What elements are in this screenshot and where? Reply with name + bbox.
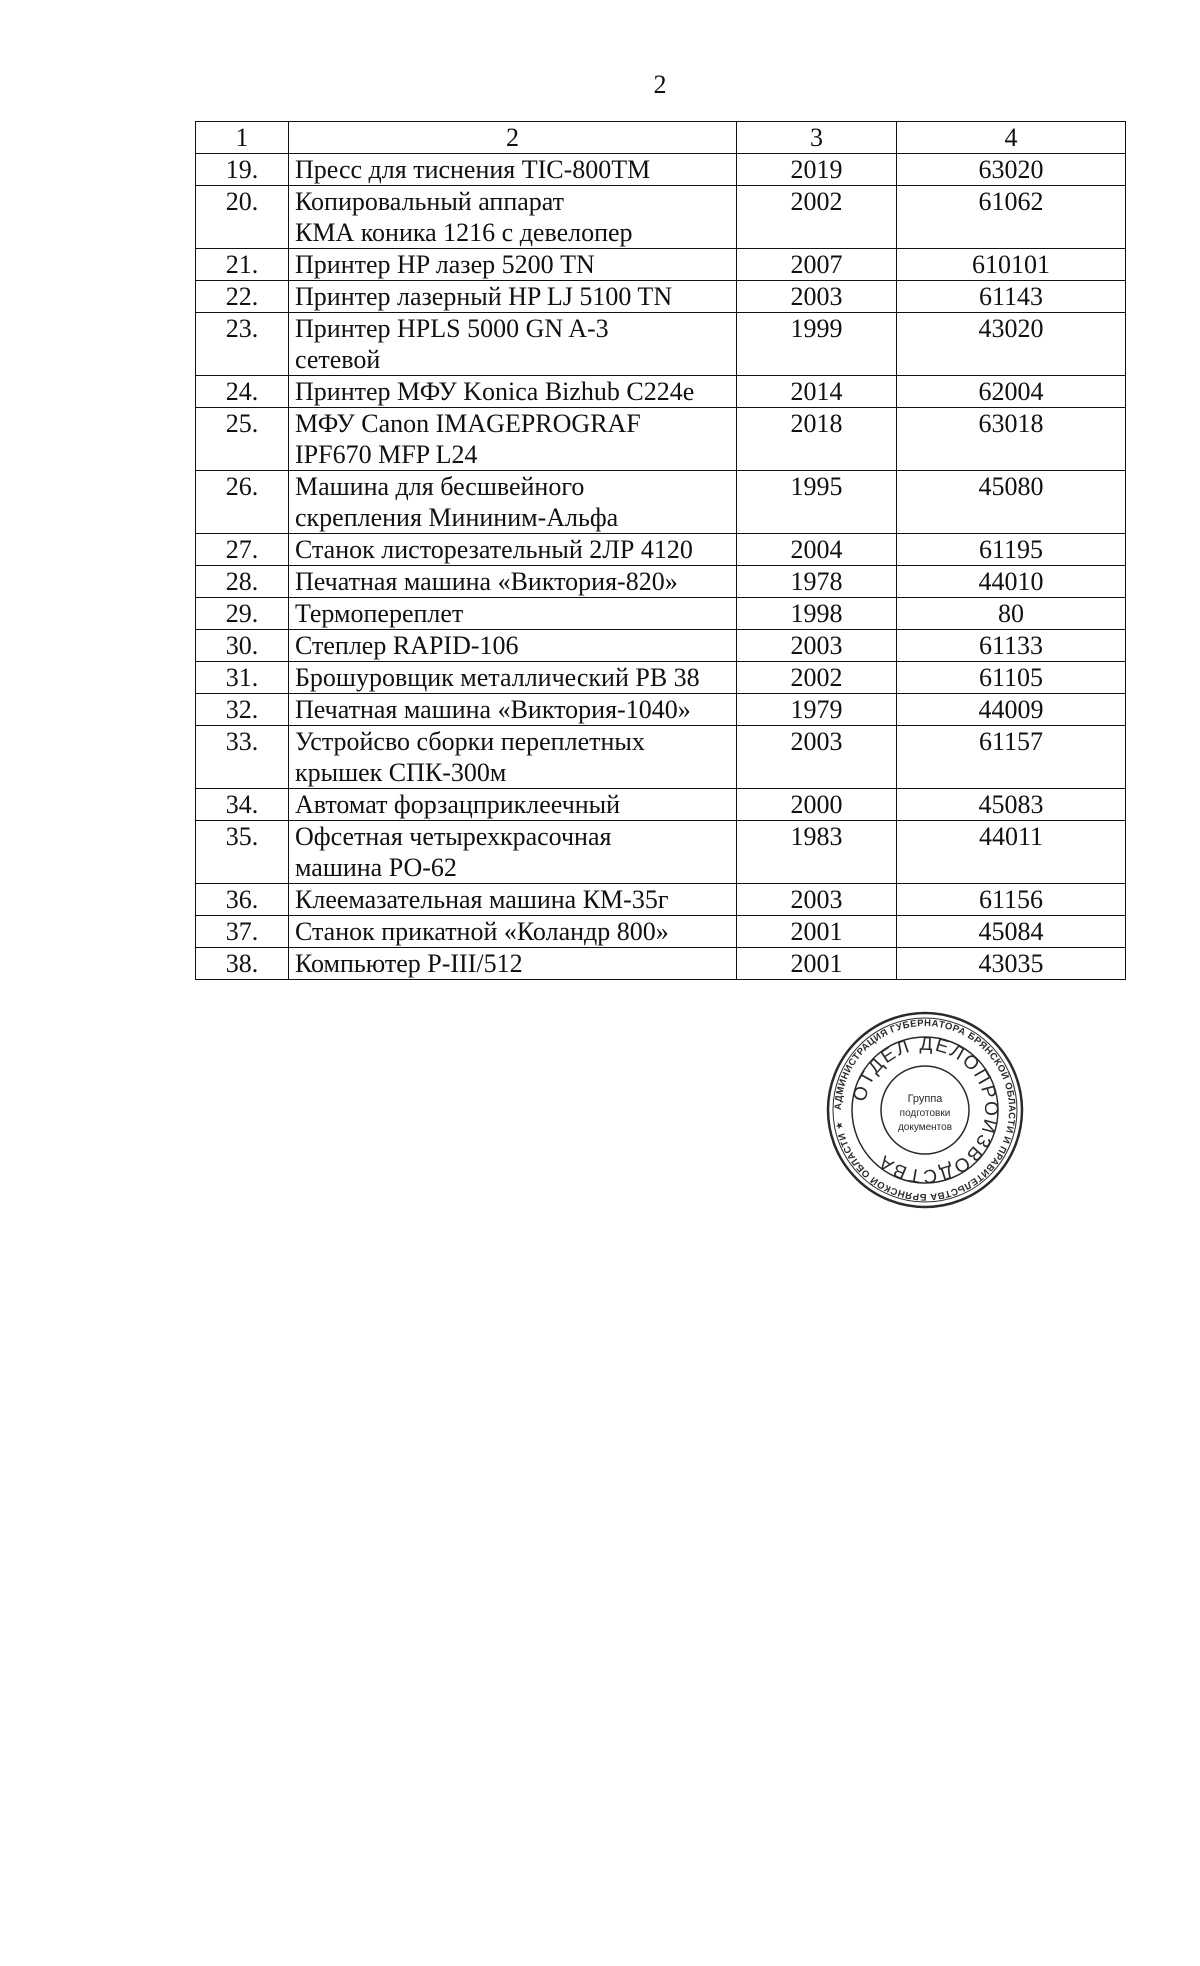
equipment-name [289, 916, 737, 948]
equipment-name [289, 630, 737, 662]
year-cell: 2001 [737, 916, 897, 948]
year-cell: 2019 [737, 154, 897, 186]
equipment-name-line: Пресс для тиснения TIC-800TM [295, 155, 651, 184]
stamp-center-line-1: Группа [907, 1093, 943, 1105]
inventory-code: 61143 [897, 281, 1126, 313]
equipment-name [289, 534, 737, 566]
table-row [196, 376, 1126, 408]
equipment-name [289, 376, 737, 408]
row-number: 27. [196, 534, 289, 566]
page-number: 2 [653, 70, 667, 99]
row-number: 33. [196, 726, 289, 789]
table-row [196, 313, 1126, 376]
equipment-name-line: Печатная машина «Виктория-1040» [295, 695, 691, 724]
row-number: 21. [196, 249, 289, 281]
row-number: 34. [196, 789, 289, 821]
year-cell: 2007 [737, 249, 897, 281]
table-row [196, 694, 1126, 726]
table-row [196, 408, 1126, 471]
equipment-name-line: Клеемазательная машина КМ-35г [295, 885, 669, 914]
equipment-name-line: Принтер HP лазер 5200 TN [295, 250, 595, 279]
equipment-name [289, 598, 737, 630]
equipment-name-line: Термопереплет [295, 599, 464, 628]
table-row [196, 789, 1126, 821]
header-col-3: 3 [737, 122, 897, 154]
inventory-code: 63020 [897, 154, 1126, 186]
equipment-name-line: Станок листорезательный 2ЛР 4120 [295, 535, 693, 564]
equipment-name [289, 249, 737, 281]
inventory-code: 61105 [897, 662, 1126, 694]
equipment-name [289, 948, 737, 980]
row-number: 22. [196, 281, 289, 313]
inventory-code: 44011 [897, 821, 1126, 884]
equipment-name-line: Брошуровщик металлический PB 38 [295, 663, 700, 692]
equipment-name [289, 408, 737, 471]
table-row [196, 948, 1126, 980]
row-number: 29. [196, 598, 289, 630]
equipment-name-line: МФУ Canon IMAGEPROGRAF [295, 409, 641, 438]
year-cell: 2000 [737, 789, 897, 821]
row-number: 30. [196, 630, 289, 662]
row-number: 26. [196, 471, 289, 534]
equipment-name-line: Печатная машина «Виктория-820» [295, 567, 678, 596]
year-cell: 2002 [737, 186, 897, 249]
equipment-name [289, 884, 737, 916]
equipment-name-line: Офсетная четырехкрасочная [295, 822, 612, 851]
inventory-code: 61195 [897, 534, 1126, 566]
table-row [196, 154, 1126, 186]
equipment-name [289, 471, 737, 534]
inventory-code: 43020 [897, 313, 1126, 376]
equipment-name [289, 694, 737, 726]
equipment-name-line: IPF670 MFP L24 [295, 440, 478, 469]
inventory-code: 61133 [897, 630, 1126, 662]
year-cell: 1978 [737, 566, 897, 598]
row-number: 35. [196, 821, 289, 884]
table-row [196, 662, 1126, 694]
year-cell: 2003 [737, 884, 897, 916]
year-cell: 2001 [737, 948, 897, 980]
year-cell: 1999 [737, 313, 897, 376]
equipment-name [289, 789, 737, 821]
equipment-name-line: машина РО-62 [295, 853, 457, 882]
table-row [196, 566, 1126, 598]
table-body [196, 154, 1126, 980]
equipment-name [289, 281, 737, 313]
table-row [196, 821, 1126, 884]
table-row [196, 186, 1126, 249]
row-number: 25. [196, 408, 289, 471]
table-row [196, 534, 1126, 566]
year-cell: 1995 [737, 471, 897, 534]
year-cell: 2003 [737, 726, 897, 789]
equipment-name [289, 566, 737, 598]
header-col-2: 2 [289, 122, 737, 154]
equipment-name-line: Автомат форзацприклеечный [295, 790, 621, 819]
table-header-row [196, 122, 1126, 154]
inventory-code: 80 [897, 598, 1126, 630]
equipment-name-line: Принтер HPLS 5000 GN A-3 [295, 314, 609, 343]
table-row [196, 281, 1126, 313]
equipment-name-line: крышек СПК-300м [295, 758, 507, 787]
stamp-outer-text: АДМИНИСТРАЦИЯ ГУБЕРНАТОРА БРЯНСКОЙ ОБЛАСТИ И ПРАВИТЕЛЬСТВА БРЯНСКОЙ ОБЛАСТИ ★ [832, 1017, 1018, 1203]
header-col-4: 4 [897, 122, 1126, 154]
year-cell: 2004 [737, 534, 897, 566]
year-cell: 2003 [737, 630, 897, 662]
stamp-center-line-3: документов [897, 1122, 953, 1133]
stamp-center-line-2: подготовки [899, 1108, 951, 1119]
table-row [196, 598, 1126, 630]
inventory-code: 45084 [897, 916, 1126, 948]
year-cell: 2003 [737, 281, 897, 313]
equipment-table [195, 121, 1126, 980]
year-cell: 1979 [737, 694, 897, 726]
equipment-name [289, 821, 737, 884]
inventory-code: 61156 [897, 884, 1126, 916]
equipment-name-line: Машина для бесшвейного [295, 472, 585, 501]
inventory-code: 62004 [897, 376, 1126, 408]
stamp-graphic [825, 1010, 1025, 1210]
equipment-name-line: Копировальный аппарат [295, 187, 565, 216]
inventory-code: 44010 [897, 566, 1126, 598]
row-number: 24. [196, 376, 289, 408]
equipment-name-line: Компьютер P-III/512 [295, 949, 523, 978]
year-cell: 1983 [737, 821, 897, 884]
row-number: 37. [196, 916, 289, 948]
inventory-code: 45083 [897, 789, 1126, 821]
inventory-code: 610101 [897, 249, 1126, 281]
stamp-inner-text: ОТДЕЛ ДЕЛОПРОИЗВОДСТВА [849, 1033, 1002, 1187]
year-cell: 1998 [737, 598, 897, 630]
equipment-name-line: Станок прикатной «Коландр 800» [295, 917, 669, 946]
row-number: 38. [196, 948, 289, 980]
equipment-name [289, 662, 737, 694]
inventory-code: 44009 [897, 694, 1126, 726]
row-number: 23. [196, 313, 289, 376]
row-number: 32. [196, 694, 289, 726]
inventory-code: 61062 [897, 186, 1126, 249]
year-cell: 2014 [737, 376, 897, 408]
equipment-name-line: Принтер лазерный HP LJ 5100 TN [295, 282, 673, 311]
official-stamp [825, 1010, 1025, 1210]
table-row [196, 916, 1126, 948]
inventory-code: 61157 [897, 726, 1126, 789]
equipment-name [289, 313, 737, 376]
equipment-name [289, 726, 737, 789]
row-number: 20. [196, 186, 289, 249]
equipment-name-line: скрепления Мининим-Альфа [295, 503, 619, 532]
equipment-name-line: Степлер RAPID-106 [295, 631, 519, 660]
equipment-name-line: Устройсво сборки переплетных [295, 727, 645, 756]
row-number: 31. [196, 662, 289, 694]
row-number: 36. [196, 884, 289, 916]
inventory-code: 45080 [897, 471, 1126, 534]
equipment-name-line: Принтер МФУ Konica Bizhub C224e [295, 377, 695, 406]
equipment-name [289, 154, 737, 186]
equipment-name-line: сетевой [295, 345, 381, 374]
table-row [196, 630, 1126, 662]
year-cell: 2018 [737, 408, 897, 471]
row-number: 28. [196, 566, 289, 598]
table-row [196, 471, 1126, 534]
equipment-name [289, 186, 737, 249]
inventory-code: 43035 [897, 948, 1126, 980]
inventory-code: 63018 [897, 408, 1126, 471]
year-cell: 2002 [737, 662, 897, 694]
table-row [196, 726, 1126, 789]
equipment-name-line: КМА коника 1216 с девелопер [295, 218, 633, 247]
table-row [196, 884, 1126, 916]
table-row [196, 249, 1126, 281]
header-col-1: 1 [196, 122, 289, 154]
row-number: 19. [196, 154, 289, 186]
